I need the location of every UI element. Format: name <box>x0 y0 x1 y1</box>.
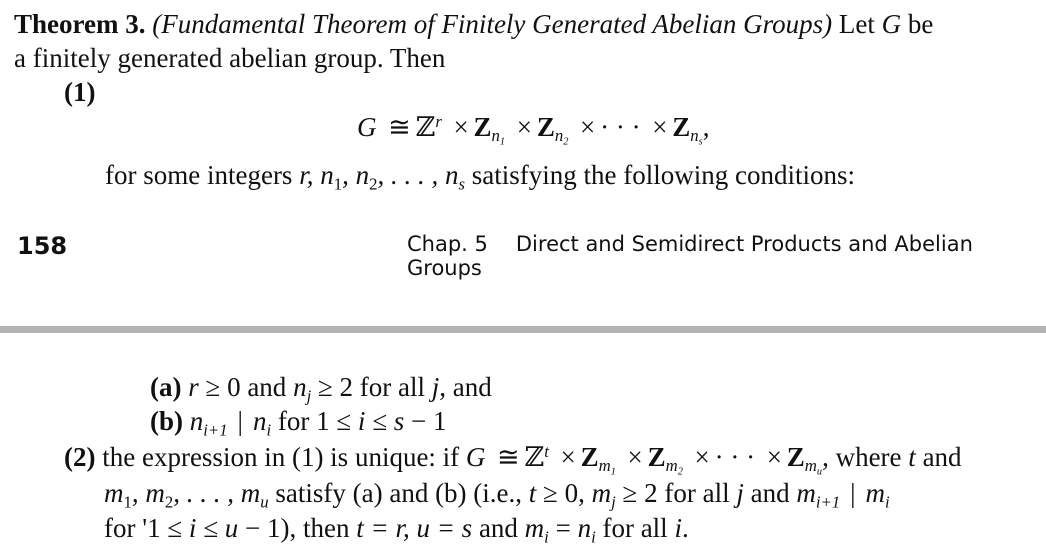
eq-ns: n <box>690 126 699 146</box>
chapter-label: Chap. 5 <box>407 232 488 256</box>
var: j <box>431 372 440 402</box>
display-equation <box>357 111 710 148</box>
Zm1: Z <box>580 442 599 472</box>
eq-times: × <box>516 112 532 142</box>
text: ≥ 0 and <box>198 372 294 402</box>
var: n <box>577 513 592 543</box>
eq-n1-sub: 1 <box>499 136 506 148</box>
var: n <box>189 406 204 436</box>
var: m <box>104 478 124 508</box>
times: × <box>627 442 643 472</box>
text: , and <box>439 372 492 402</box>
condition-a-label: (a) <box>150 372 182 402</box>
running-header <box>407 232 1046 280</box>
sub: i <box>591 527 596 547</box>
var: t = r, u = s <box>356 513 473 543</box>
times: × <box>560 442 576 472</box>
var: , n <box>342 160 370 190</box>
var: i <box>674 513 682 543</box>
text: and <box>743 478 797 508</box>
Z: ℤ <box>524 442 545 473</box>
sub: i <box>885 492 890 512</box>
mu: m <box>804 456 817 476</box>
text: for 1 ≤ <box>271 406 358 436</box>
m1: m <box>598 456 611 476</box>
sub: 1 <box>123 492 132 512</box>
part-2-line-3 <box>104 512 689 547</box>
page-divider <box>0 326 1046 333</box>
eq-Zn2: Z <box>536 112 555 142</box>
Zm2: Z <box>647 442 666 472</box>
part-1-label: (1) <box>64 77 96 107</box>
text: for '1 ≤ <box>104 513 189 543</box>
var: G <box>465 442 486 472</box>
text: − 1 <box>404 406 447 436</box>
var: n <box>252 406 267 436</box>
sub: 2 <box>164 492 174 512</box>
part-2-label: (2) <box>64 442 96 472</box>
var: i ≤ u <box>188 513 239 543</box>
sub: u <box>260 492 269 512</box>
sub: j <box>306 386 312 406</box>
divides: | <box>850 478 856 508</box>
eq-Z: ℤ <box>415 112 436 143</box>
text: satisfy (a) and (b) (i.e., <box>268 478 529 508</box>
var: n <box>293 372 307 402</box>
theorem-name: (Fundamental Theorem of Finitely Generated Abelian Groups) <box>152 9 833 39</box>
eq-ns-sub: s <box>698 136 703 148</box>
var: , . . . , n <box>377 160 459 190</box>
eq-comma: , <box>702 112 710 142</box>
chapter-title: Direct and Semidirect Products and Abelian Groups <box>407 232 973 280</box>
text: and <box>915 442 962 472</box>
condition-b <box>150 405 447 440</box>
m1-sub: 1 <box>610 466 616 478</box>
sub: 1 <box>333 174 343 194</box>
var: r, n <box>299 160 334 190</box>
eq-r: r <box>435 111 442 131</box>
var: i ≤ s <box>357 406 405 436</box>
eq-n2-sub: 2 <box>563 136 569 148</box>
condition-a <box>150 371 492 406</box>
text: = <box>548 513 578 543</box>
sub: i+1 <box>815 492 841 512</box>
var-G: G <box>881 9 902 39</box>
sub: s <box>458 174 465 194</box>
sub: i <box>266 420 272 440</box>
var: t <box>908 442 916 472</box>
text: . <box>681 513 689 543</box>
text: − 1), then <box>238 513 357 543</box>
divides: | <box>237 406 243 436</box>
eq-n1: n <box>491 126 500 146</box>
sup: t <box>544 441 549 461</box>
eq-times: × <box>652 112 668 142</box>
var: m <box>591 478 612 508</box>
eq-cong: ≅ <box>388 112 411 142</box>
sub: i <box>544 527 549 547</box>
text: , where <box>822 442 909 472</box>
var: , . . . , m <box>173 478 261 508</box>
eq-times: × <box>580 112 596 142</box>
text: Let <box>832 9 882 39</box>
text: be <box>901 9 934 39</box>
sub: 2 <box>369 174 378 194</box>
eq-Zns: Z <box>672 112 691 142</box>
m2-sub: 2 <box>677 466 683 478</box>
theorem-label: Theorem 3. <box>14 9 146 39</box>
conditions-line <box>105 159 855 194</box>
part-2-line-2 <box>104 477 890 512</box>
eq-times: × <box>453 112 469 142</box>
page-number: 158 <box>17 232 68 260</box>
times: × <box>766 442 782 472</box>
eq-dots: · · · <box>600 112 641 142</box>
var: r <box>188 372 199 402</box>
cong: ≅ <box>497 442 520 472</box>
sub: j <box>611 492 616 512</box>
var: m <box>796 478 816 508</box>
Zmu: Z <box>786 442 805 472</box>
text: and <box>472 513 525 543</box>
text: ≥ 2 for all <box>311 372 432 402</box>
eq-G: G <box>357 112 377 142</box>
part-2-line-1 <box>64 441 962 478</box>
eq-n2: n <box>554 126 564 146</box>
sub: i+1 <box>203 420 228 440</box>
var: , m <box>131 478 165 508</box>
var: t <box>528 478 537 508</box>
text: satisfying the following conditions: <box>464 160 855 190</box>
var: m <box>524 513 545 543</box>
theorem-line-2: a finitely generated abelian group. Then <box>14 43 446 73</box>
dots: · · · <box>714 442 756 472</box>
text: ≥ 0, <box>536 478 592 508</box>
eq-Zn1: Z <box>473 112 492 142</box>
m2: m <box>665 456 678 476</box>
condition-b-label: (b) <box>150 406 183 436</box>
var: j <box>736 478 744 508</box>
text: ≥ 2 for all <box>615 478 737 508</box>
times: × <box>694 442 710 472</box>
var: m <box>865 478 886 508</box>
text: the expression in (1) is unique: if <box>95 442 466 472</box>
text: for all <box>595 513 675 543</box>
theorem-line-1 <box>14 8 933 40</box>
mu-sub: u <box>816 466 823 478</box>
text: for some integers <box>105 160 300 190</box>
